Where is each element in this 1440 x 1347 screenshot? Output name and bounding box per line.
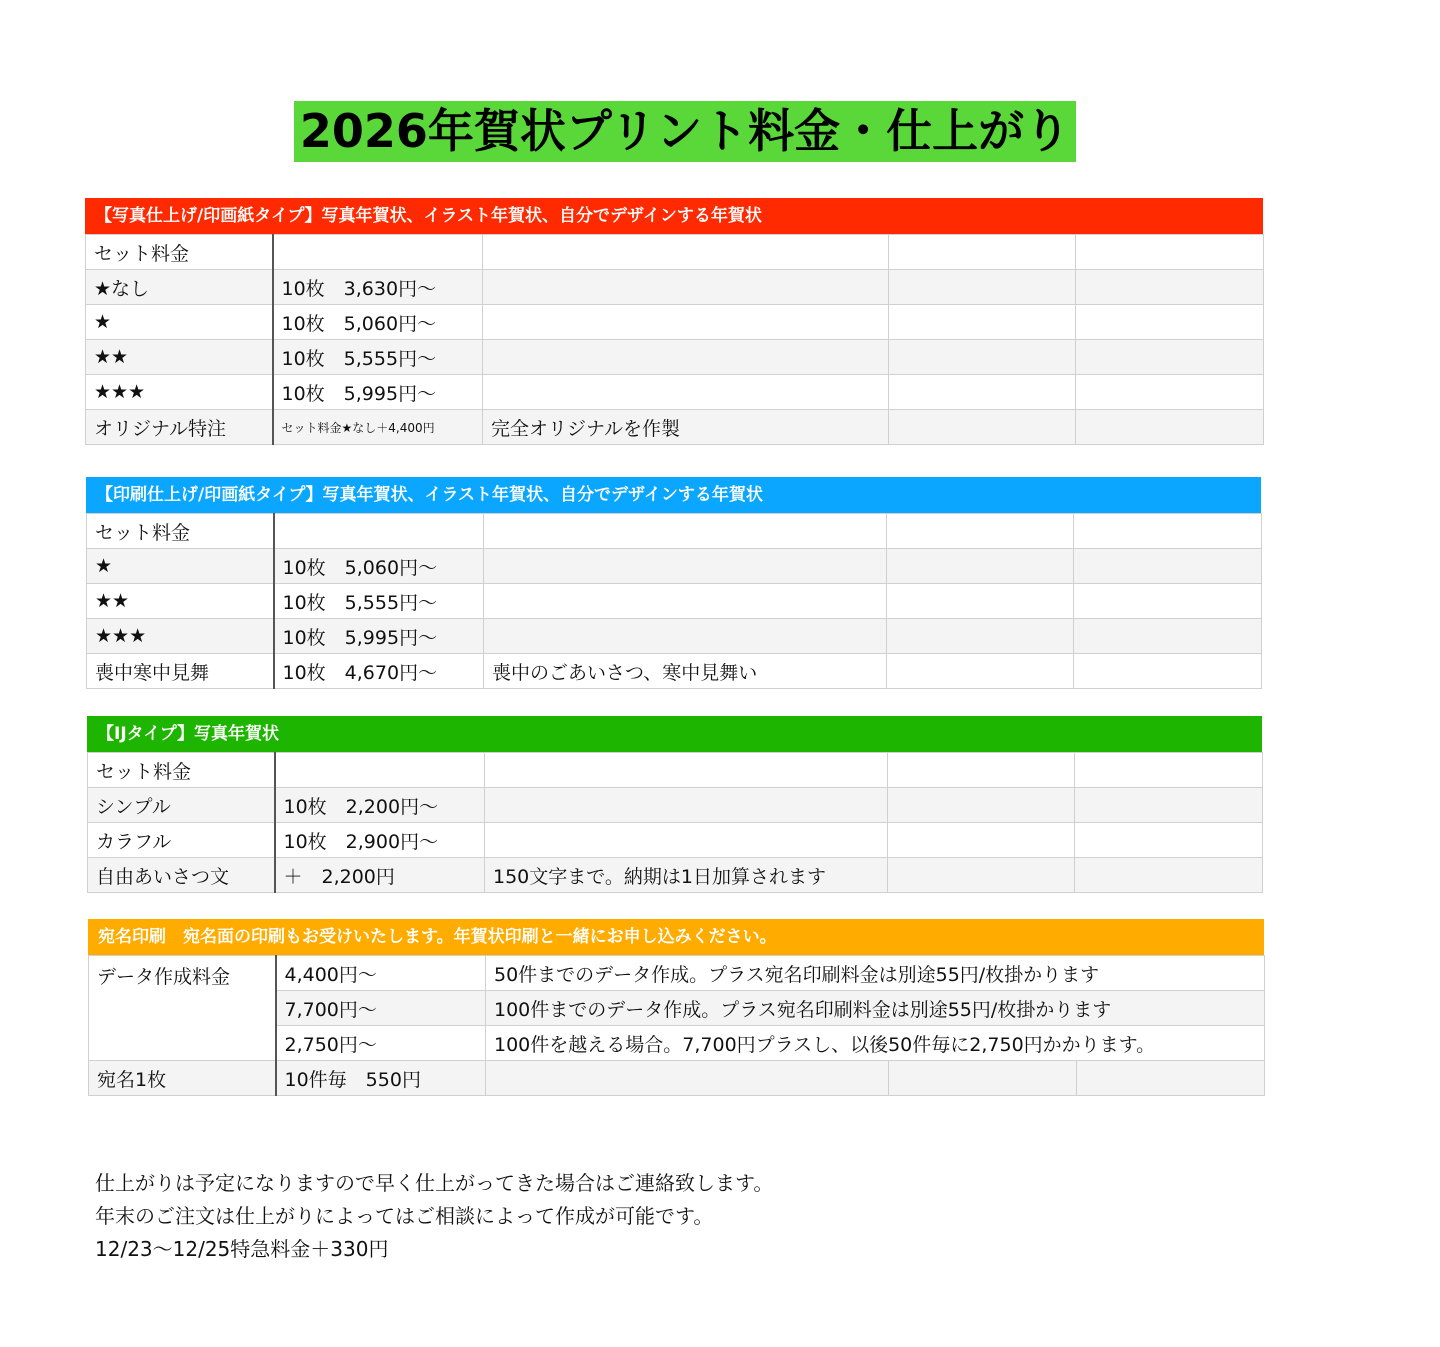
row-note [483,235,889,270]
row-price: 10枚 5,995円〜 [274,619,484,654]
table-row [88,788,1263,823]
price-table [87,752,1263,893]
row-price: 2,750円〜 [276,1026,486,1061]
table-row [87,549,1262,584]
row-label: セット料金 [88,753,275,788]
row-label: データ作成料金 [89,956,276,1061]
row-label: ★ [87,549,274,584]
row-label: 自由あいさつ文 [88,858,275,893]
row-label: カラフル [88,823,275,858]
row-note [483,375,889,410]
row-price: セット料金★なし＋4,400円 [273,410,483,445]
section-offset-print [86,477,1261,689]
note-line: 仕上がりは予定になりますので早く仕上がってきた場合はご連絡致します。 [95,1171,774,1195]
row-price: 10枚 5,995円〜 [273,375,483,410]
row-label: シンプル [88,788,275,823]
row-note: 150文字まで。納期は1日加算されます [485,858,888,893]
table-row [89,1061,1265,1096]
row-note [485,823,888,858]
page-title: 2026年賀状プリント料金・仕上がり [294,101,1076,162]
row-price [274,514,484,549]
row-note [485,753,888,788]
row-price: 10枚 3,630円〜 [273,270,483,305]
row-note: 50件までのデータ作成。プラス宛名印刷料金は別途55円/枚掛かります [486,956,1265,991]
row-note [484,514,887,549]
row-price: 10枚 5,060円〜 [273,305,483,340]
table-row [87,654,1262,689]
table-row [88,753,1263,788]
table-row [88,823,1263,858]
row-note [483,270,889,305]
row-label: セット料金 [87,514,274,549]
table-row [86,305,1264,340]
row-price: 10枚 5,060円〜 [274,549,484,584]
row-price: ＋ 2,200円 [275,858,485,893]
table-row [86,235,1264,270]
row-label: オリジナル特注 [86,410,273,445]
row-label: ★★ [86,340,273,375]
row-note [484,619,887,654]
row-label: ★ [86,305,273,340]
note-line: 12/23〜12/25特急料金＋330円 [95,1237,389,1261]
row-note [484,549,887,584]
row-price: 4,400円〜 [276,956,486,991]
row-price: 7,700円〜 [276,991,486,1026]
table-row [87,584,1262,619]
row-price: 10枚 4,670円〜 [274,654,484,689]
row-note [485,788,888,823]
table-row [87,514,1262,549]
table-row [86,375,1264,410]
row-label: 喪中寒中見舞 [87,654,274,689]
row-note: 喪中のごあいさつ、寒中見舞い [484,654,887,689]
table-row [88,858,1263,893]
table-row [86,270,1264,305]
section-address-print [88,919,1264,1096]
section-ij-type [87,716,1262,893]
row-note [483,340,889,375]
row-label: ★★★ [86,375,273,410]
row-note: 100件を越える場合。7,700円プラスし、以後50件毎に2,750円かかります。 [486,1026,1265,1061]
notes [95,1167,773,1266]
row-price: 10枚 5,555円〜 [273,340,483,375]
section-header: 【写真仕上げ/印画紙タイプ】写真年賀状、イラスト年賀状、自分でデザインする年賀状 [85,198,1263,234]
row-note [484,584,887,619]
price-table [85,234,1264,445]
note-line: 年末のご注文は仕上がりによってはご相談によって作成が可能です。 [95,1204,714,1228]
row-label: ★なし [86,270,273,305]
row-price: 10枚 2,900円〜 [275,823,485,858]
table-row [86,340,1264,375]
row-price: 10件毎 550円 [276,1061,486,1096]
row-price: 10枚 2,200円〜 [275,788,485,823]
section-header: 宛名印刷 宛名面の印刷もお受けいたします。年賀状印刷と一緒にお申し込みください。 [88,919,1264,955]
table-row [86,410,1264,445]
row-price [275,753,485,788]
table-row [89,956,1265,991]
row-label: ★★ [87,584,274,619]
section-header: 【IJタイプ】写真年賀状 [87,716,1262,752]
price-table [86,513,1262,689]
price-table [88,955,1265,1096]
row-note [483,305,889,340]
row-note: 100件までのデータ作成。プラス宛名印刷料金は別途55円/枚掛かります [486,991,1265,1026]
row-label: 宛名1枚 [89,1061,276,1096]
section-header: 【印刷仕上げ/印画紙タイプ】写真年賀状、イラスト年賀状、自分でデザインする年賀状 [86,477,1261,513]
section-photo-print [85,198,1263,445]
row-label: ★★★ [87,619,274,654]
row-price: 10枚 5,555円〜 [274,584,484,619]
table-row [87,619,1262,654]
row-note: 完全オリジナルを作製 [483,410,889,445]
row-price [273,235,483,270]
row-label: セット料金 [86,235,273,270]
